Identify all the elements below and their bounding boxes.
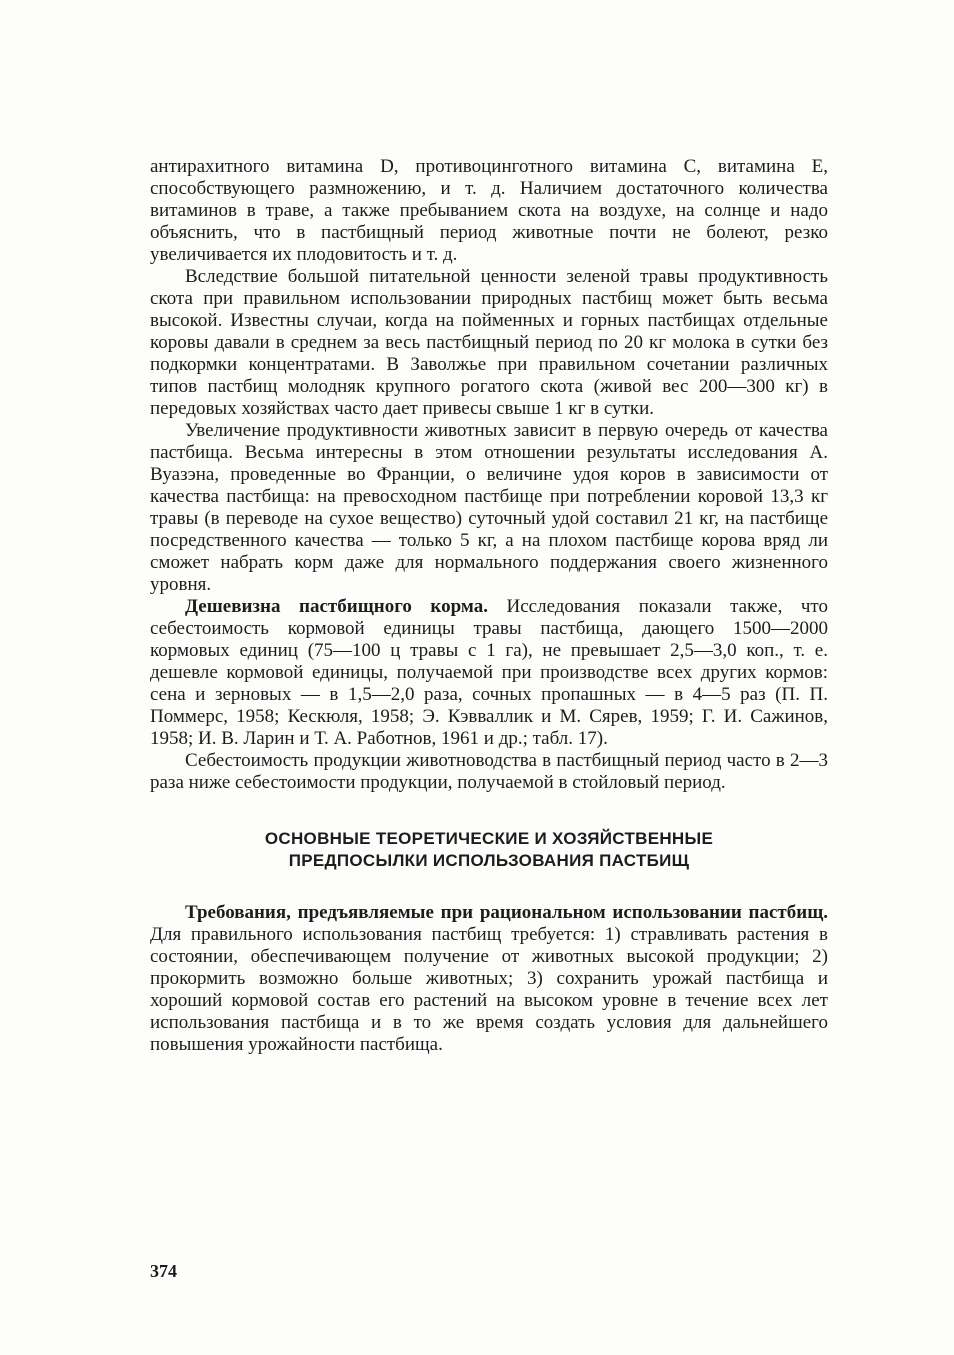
page-number: 374 xyxy=(150,1261,177,1281)
paragraph-cheapness xyxy=(150,596,828,750)
paragraph-requirements xyxy=(150,902,828,1056)
section-heading-line2: ПРЕДПОСЫЛКИ ИСПОЛЬЗОВАНИЯ ПАСТБИЩ xyxy=(288,851,690,870)
page-body xyxy=(150,156,828,1056)
paragraph-lead-cheapness: Дешевизна пастбищного корма. xyxy=(185,596,488,617)
section-heading-line1: ОСНОВНЫЕ ТЕОРЕТИЧЕСКИЕ И ХОЗЯЙСТВЕННЫЕ xyxy=(264,829,714,848)
paragraph-lead-requirements: Требования, предъявляемые при рациональном использовании пастбищ. xyxy=(185,902,828,923)
paragraph-body-requirements: Для правильного использования пастбищ требуется: 1) стравливать растения в состоянии, обеспечивающем получение от животных высокой продукции; 2) прокормить возможно больше животных; 3) сохранить урожай пастбища и хороший кормовой состав его растений на высоком уровне в течение всех лет использования пастбища и в то же время создать условия для дальнейшего повышения урожайности пастбища. xyxy=(150,924,828,1055)
paragraph-productivity: Вследствие большой питательной ценности зеленой травы продуктивность скота при правильном использовании природных пастбищ может быть весьма высокой. Известны случаи, когда на пойменных и горных пастбищах отдельные коровы давали в среднем за весь пастбищный период по 20 кг молока в сутки без подкормки концентратами. В Заволжье при правильном сочетании различных типов пастбищ молодняк крупного рогатого скота (живой вес 200—300 кг) в передовых хозяйствах часто дает привесы свыше 1 кг в сутки. xyxy=(150,266,828,419)
section-heading xyxy=(150,828,828,872)
paragraph-cost: Себестоимость продукции животноводства в пастбищный период часто в 2—3 раза ниже себестоимости продукции, получаемой в стойловый период. xyxy=(150,750,828,793)
paragraph-continued: антирахитного витамина D, противоцинготного витамина C, витамина E, способствующего размножению, и т. д. Наличием достаточного количества витаминов в траве, а также пребыванием скота на воздухе, на солнце и надо объяснить, что в пастбищный период животные почти не болеют, резко увеличивается их плодовитость и т. д. xyxy=(150,156,828,265)
paragraph-pasture-quality: Увеличение продуктивности животных зависит в первую очередь от качества пастбища. Весьма интересны в этом отношении результаты исследования А. Вуазэна, проведенные во Франции, о величине удоя коров в зависимости от качества пастбища: на превосходном пастбище при потреблении коровой 13,3 кг травы (в переводе на сухое вещество) суточный удой составил 21 кг, на пастбище посредственного качества — только 5 кг, а на плохом пастбище корова вряд ли сможет набрать корм даже для нормального поддержания своего жизненного уровня. xyxy=(150,420,828,595)
paragraph-body-cheapness: Исследования показали также, что себестоимость кормовой единицы травы пастбища, дающего 1500—2000 кормовых единиц (75—100 ц травы с 1 га), не превышает 2,5—3,0 коп., т. е. дешевле кормовой единицы, получаемой при производстве всех других кормов: сена и зерновых — в 1,5—2,0 раза, сочных пропашных — в 4—5 раз (П. П. Поммерс, 1958; Кескюля, 1958; Э. Кэвваллик и М. Сярев, 1959; Г. И. Сажинов, 1958; И. В. Ларин и Т. А. Работнов, 1961 и др.; табл. 17). xyxy=(150,596,828,749)
